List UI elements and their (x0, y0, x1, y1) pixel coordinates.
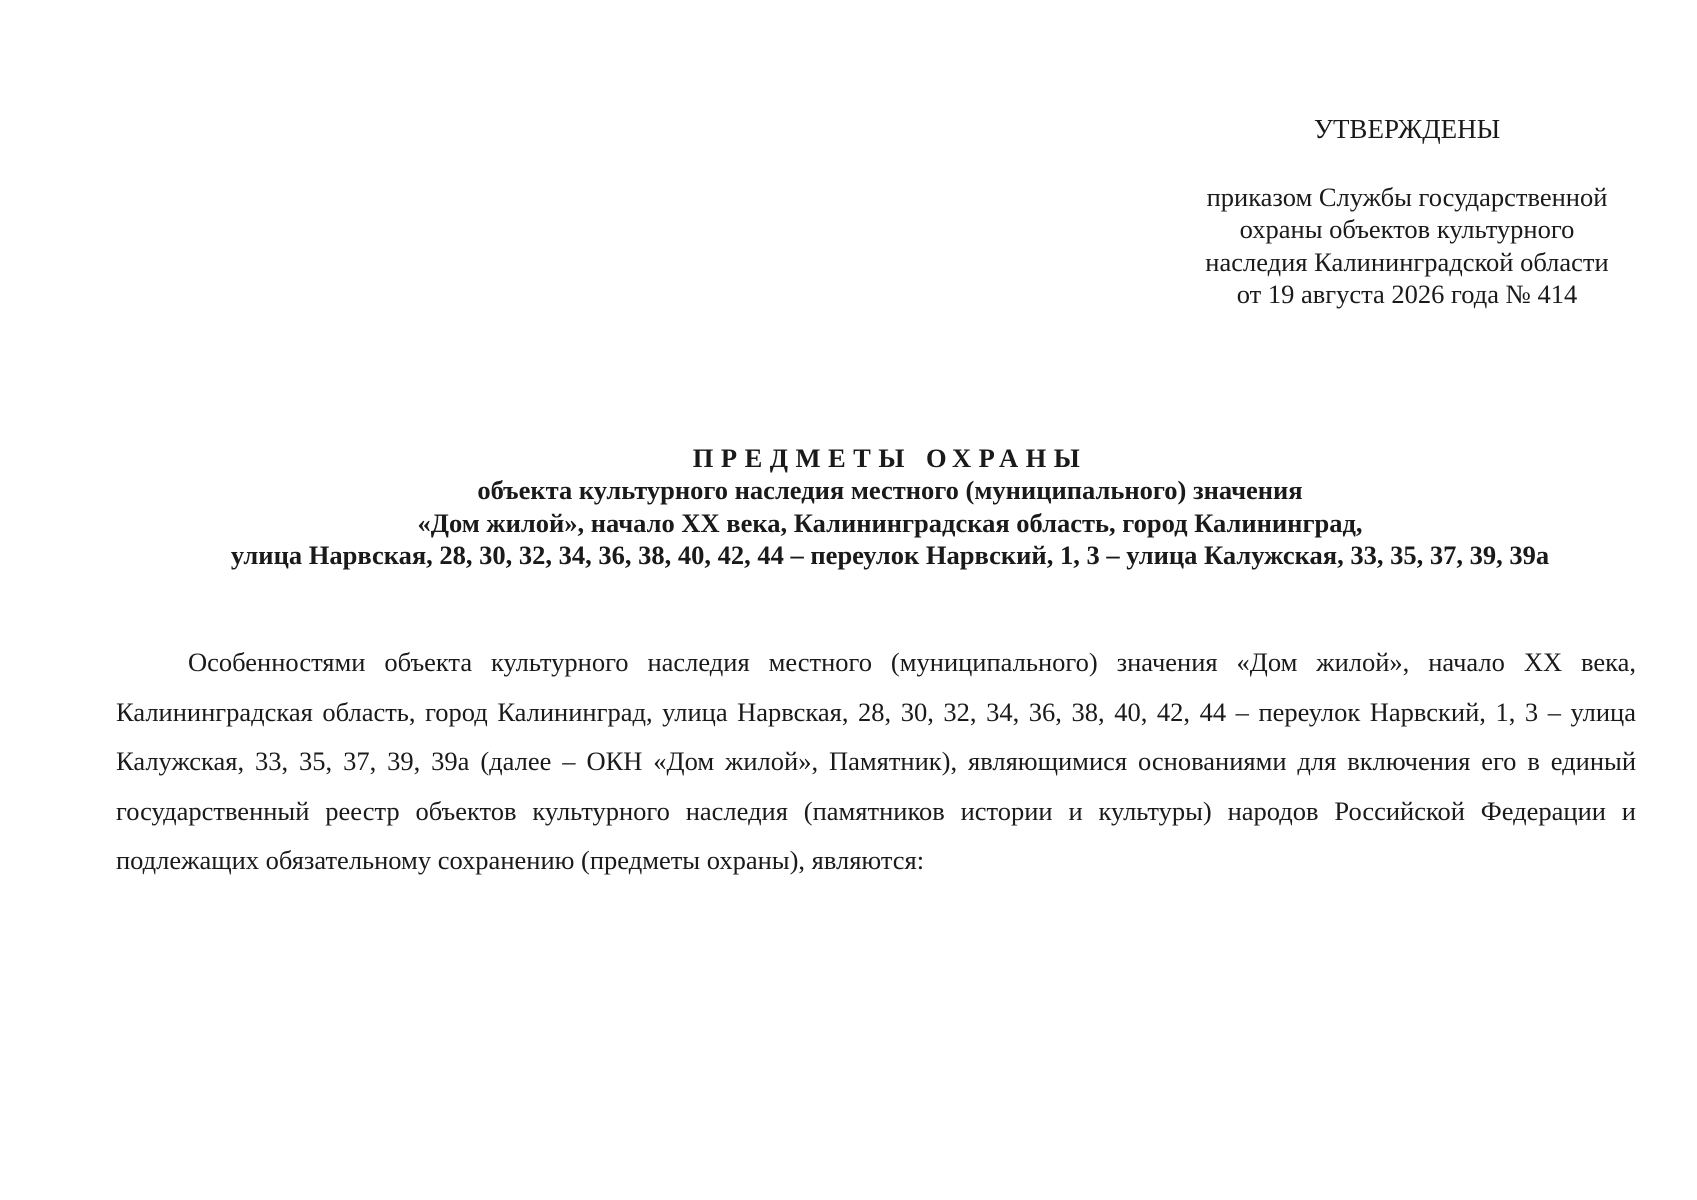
document-heading (120, 442, 1660, 572)
document-title: ПРЕДМЕТЫ ОХРАНЫ (692, 443, 1088, 473)
approval-stamp-title: УТВЕРЖДЕНЫ (1313, 114, 1501, 144)
heading-line: улица Нарвская, 28, 30, 32, 34, 36, 38, 40, 42, 44 – переулок Нарвский, 1, 3 – улица Калужская, 33, 35, 37, 39, 39а (230, 540, 1550, 571)
approval-line: приказом Службы государственной (1206, 182, 1608, 212)
approval-line: от 19 августа 2026 года № 414 (1236, 278, 1578, 309)
heading-line: «Дом жилой», начало XX века, Калининградская область, город Калининград, (417, 507, 1363, 538)
approval-line: охраны объектов культурного (1239, 214, 1575, 245)
approval-line: наследия Калининградской области (1205, 246, 1609, 277)
approval-block (1155, 181, 1659, 310)
body-paragraph: Особенностями объекта культурного наследия местного (муниципального) значения «Дом жилой», начало XX века, Калининградская область, город Калининград, улица Нарвская, 28, 30, 32, 34, 36, 38, 40, 42, 44 – переулок Нарвский, 1, 3 – улица Калужская, 33, 35, 37, 39, 39а (далее – ОКН «Дом жилой», Памятник), являющимися основаниями для включения его в единый государственный реестр объектов культурного наследия (памятников истории и культуры) народов Российской Федерации и подлежащих обязательному сохранению (предметы охраны), являются: (116, 647, 1636, 875)
heading-line: объекта культурного наследия местного (муниципального) значения (477, 475, 1303, 506)
